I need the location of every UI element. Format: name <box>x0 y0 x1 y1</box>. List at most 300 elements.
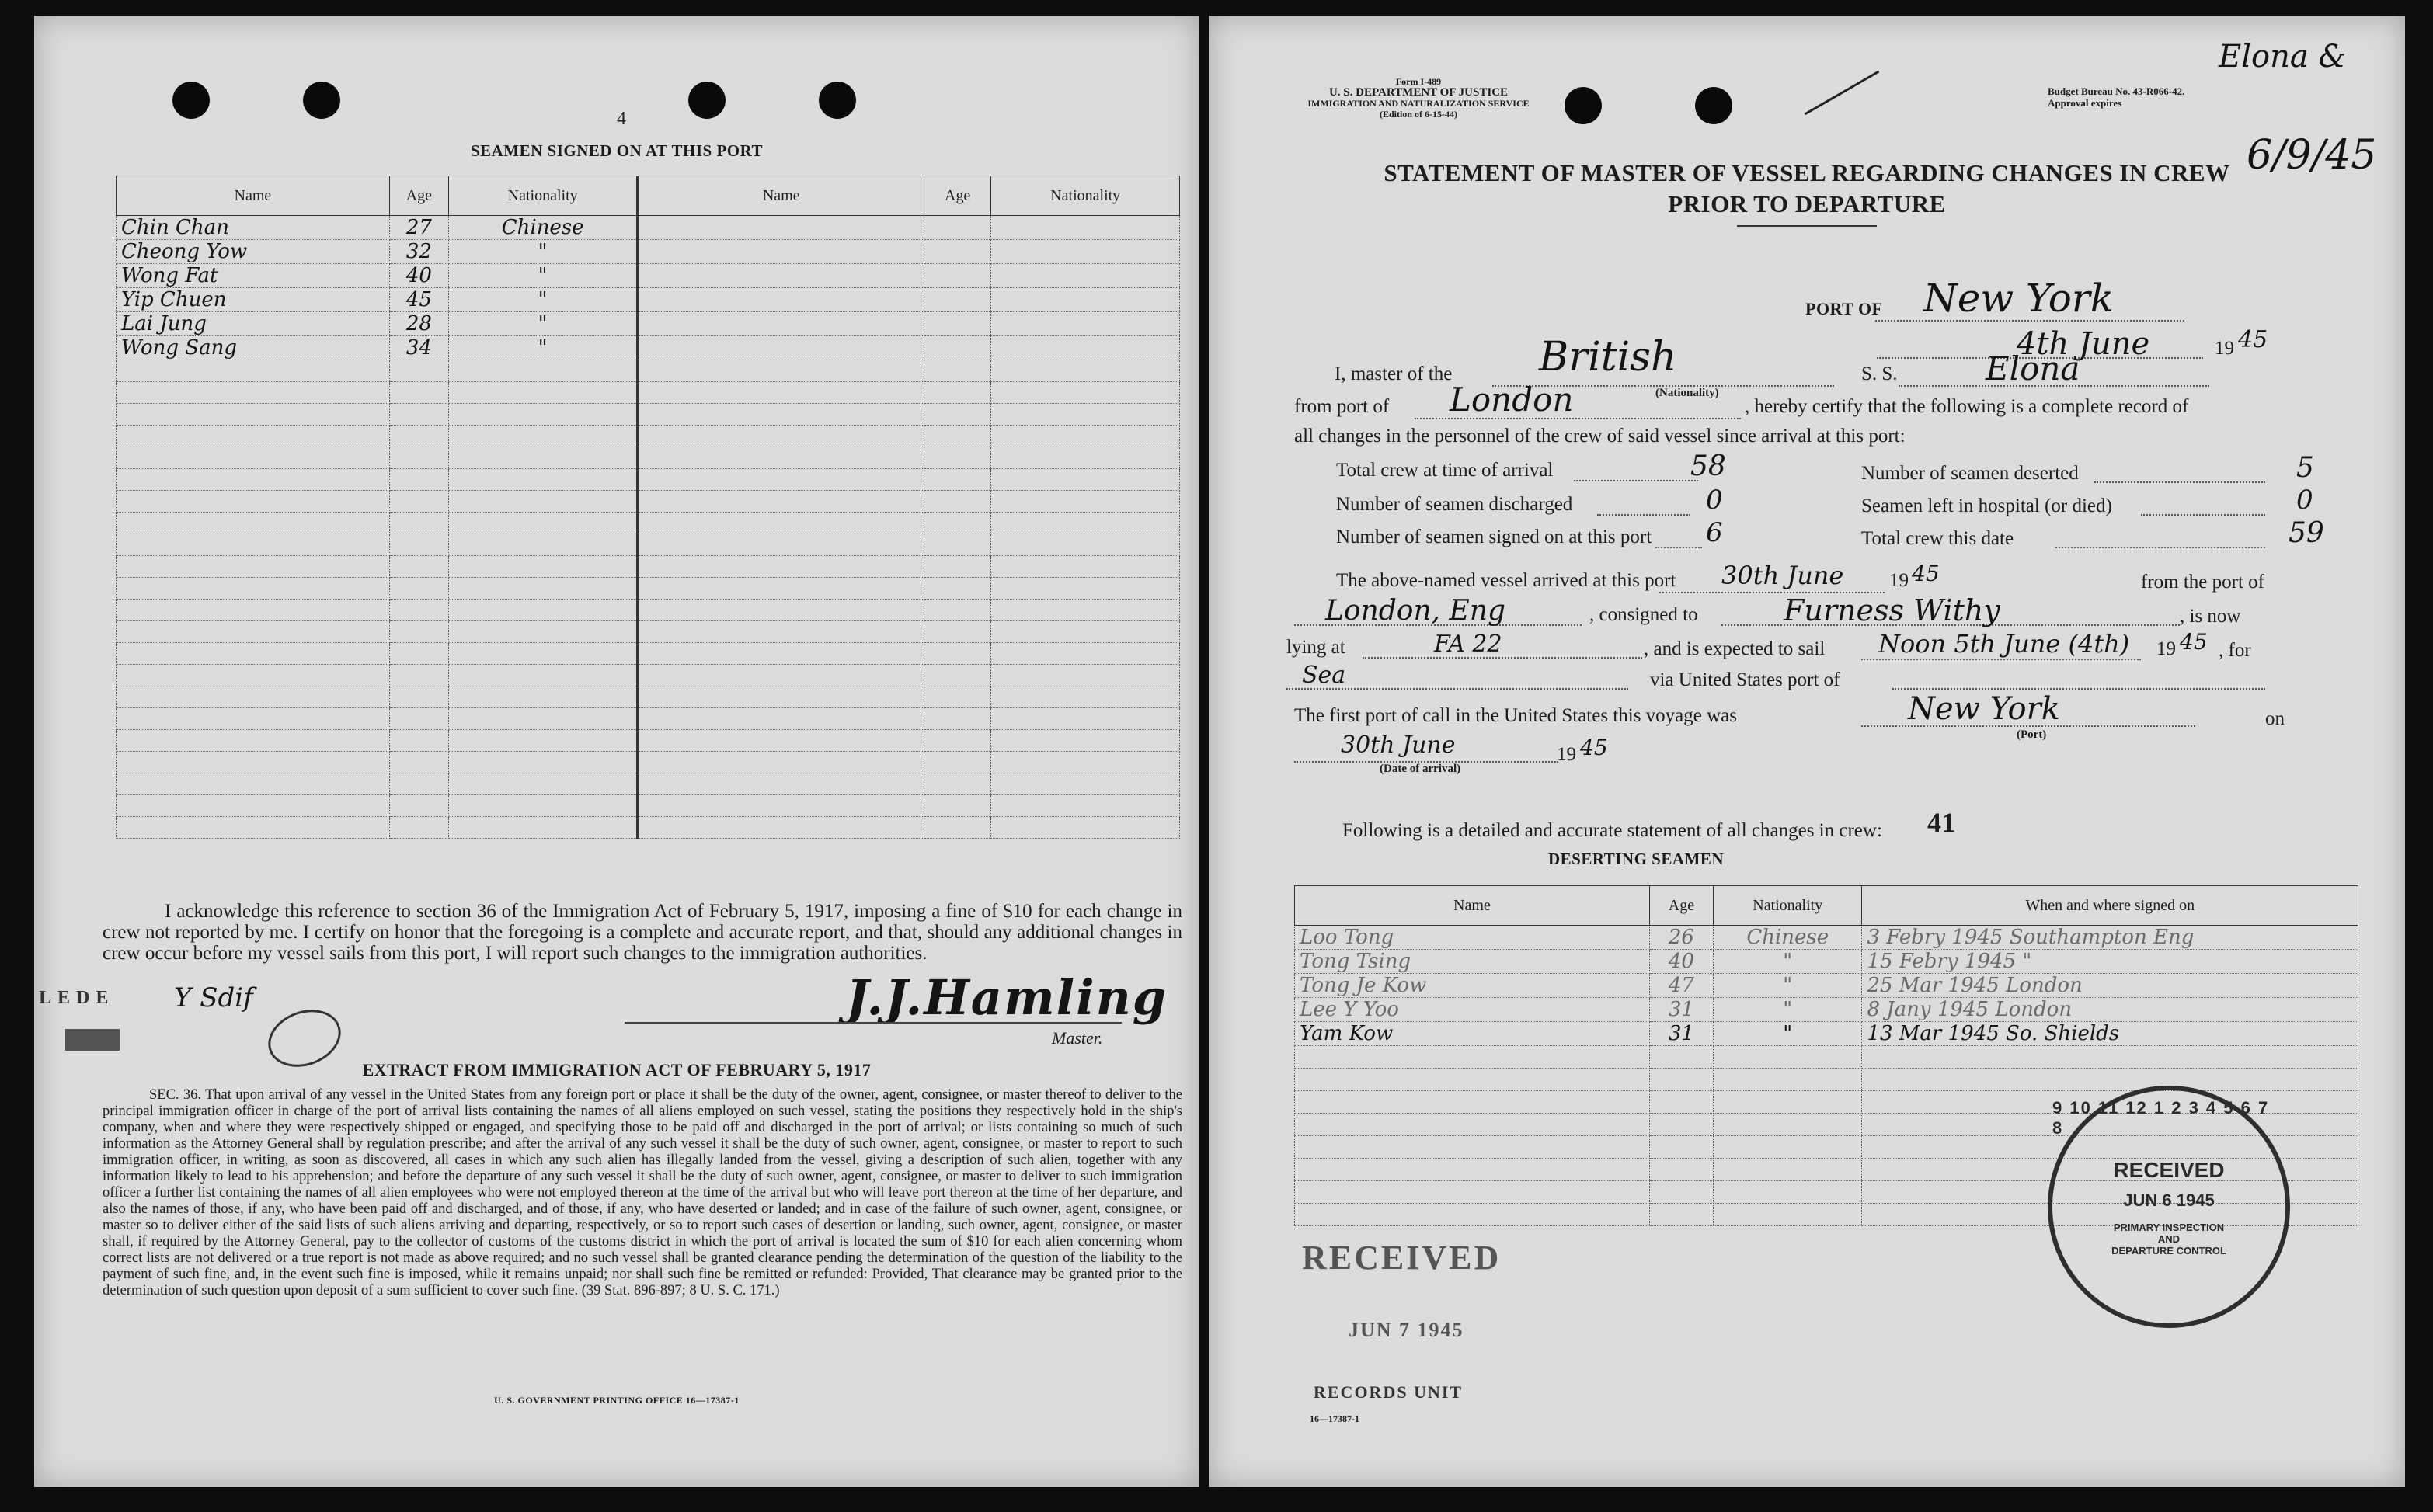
table-cell <box>991 643 1180 665</box>
margin-stamp: LEDE <box>39 988 115 1008</box>
consigned-label: , consigned to <box>1589 604 1698 625</box>
table-cell <box>1295 1091 1650 1114</box>
table-cell <box>638 360 924 382</box>
table-cell <box>1649 1046 1713 1069</box>
stat-dots <box>1597 514 1690 516</box>
table-row <box>117 556 1180 578</box>
year-prefix: 19 <box>2156 638 2176 659</box>
table-cell <box>638 686 924 708</box>
table-cell <box>924 491 990 513</box>
stamp-ring: 9 10 11 12 1 2 3 4 5 6 7 8 <box>2052 1098 2270 1138</box>
col-header-name: Name <box>1295 886 1650 926</box>
budget-number: Budget Bureau No. 43-R066-42. <box>2048 85 2185 97</box>
approval: Approval expires <box>2048 97 2122 109</box>
table-cell <box>924 578 990 600</box>
via-line <box>1892 688 2265 690</box>
table-cell <box>991 426 1180 447</box>
table-row <box>1295 998 2358 1022</box>
arrived-year: 45 <box>1912 561 1940 586</box>
deserter-signed: 13 Mar 1945 So. Shields <box>1862 1022 2358 1046</box>
seaman-age: 40 <box>389 264 448 288</box>
table-cell <box>389 621 448 643</box>
table-cell <box>1714 1136 1862 1159</box>
seaman-name: Wong Sang <box>117 336 390 360</box>
stat-label: Total crew at time of arrival <box>1336 460 1554 481</box>
table-cell <box>924 643 990 665</box>
stamp-received: RECEIVED <box>2113 1157 2225 1182</box>
deserter-signed: 3 Febry 1945 Southampton Eng <box>1862 926 2358 950</box>
seaman-nationality: " <box>448 264 638 288</box>
stat-label: Number of seamen deserted <box>1861 463 2079 484</box>
table-cell <box>991 264 1180 288</box>
from-port-of-label: from the port of <box>2141 572 2264 593</box>
title-line-2: PRIOR TO DEPARTURE <box>1668 190 1946 217</box>
sail-line <box>1861 659 2141 660</box>
table-cell <box>1295 1181 1650 1204</box>
table-cell <box>1649 1181 1713 1204</box>
table-cell <box>638 578 924 600</box>
right-page <box>1209 16 2405 1487</box>
service: IMMIGRATION AND NATURALIZATION SERVICE <box>1307 98 1530 109</box>
table-cell <box>117 773 390 795</box>
table-cell <box>991 312 1180 336</box>
seaman-name: Yip Chuen <box>117 288 390 312</box>
table-row <box>117 600 1180 621</box>
table-cell <box>638 752 924 773</box>
stat-value: 58 <box>1690 450 1726 482</box>
stat-value: 0 <box>2296 485 2313 516</box>
deserter-age: 26 <box>1649 926 1713 950</box>
table-cell <box>638 240 924 264</box>
table-row <box>117 578 1180 600</box>
table-cell <box>1295 1136 1650 1159</box>
table-row <box>117 382 1180 404</box>
stat-dots <box>2141 514 2265 516</box>
table-cell <box>117 708 390 730</box>
seaman-age: 28 <box>389 312 448 336</box>
table-row <box>117 621 1180 643</box>
table-cell <box>389 686 448 708</box>
table-cell <box>991 578 1180 600</box>
following-text: Following is a detailed and accurate statement of all changes in crew: <box>1342 820 1882 841</box>
stat-dots <box>2094 481 2265 483</box>
via-label: via United States port of <box>1650 669 1840 690</box>
table-cell <box>1295 1046 1650 1069</box>
table-cell <box>1714 1159 1862 1181</box>
table-cell <box>638 336 924 360</box>
port-value: New York <box>1923 276 2114 321</box>
table-row <box>117 312 1180 336</box>
table-cell <box>924 730 990 752</box>
expected-label: , and is expected to sail <box>1644 638 1826 659</box>
table-cell <box>117 817 390 839</box>
signed-on-table <box>116 176 1180 839</box>
received-stamp: RECEIVED <box>1302 1239 1502 1277</box>
port-caption: (Port) <box>2017 728 2047 741</box>
table-cell <box>1295 1159 1650 1181</box>
deserter-name: Tong Je Kow <box>1295 974 1650 998</box>
table-cell <box>638 447 924 469</box>
table-cell <box>991 665 1180 686</box>
budget-block <box>2048 85 2184 109</box>
table-cell <box>1649 1091 1713 1114</box>
arrival-date-value: 30th June <box>1341 732 1456 759</box>
table-cell <box>117 447 390 469</box>
table-cell <box>638 491 924 513</box>
table-cell <box>117 686 390 708</box>
stat-label: Seamen left in hospital (or died) <box>1861 495 2112 516</box>
table-row <box>117 404 1180 426</box>
table-cell <box>638 665 924 686</box>
table-row <box>117 817 1180 839</box>
title-line-1: STATEMENT OF MASTER OF VESSEL REGARDING CHANGES IN CREW <box>1384 159 2230 186</box>
table-cell <box>448 404 638 426</box>
table-cell <box>638 730 924 752</box>
left-page <box>34 16 1199 1487</box>
table-cell <box>117 643 390 665</box>
seaman-age: 34 <box>389 336 448 360</box>
table-cell <box>389 469 448 491</box>
table-cell <box>117 360 390 382</box>
table-cell <box>448 360 638 382</box>
table-cell <box>991 360 1180 382</box>
table-cell <box>924 752 990 773</box>
table-cell <box>991 513 1180 534</box>
table-cell <box>117 404 390 426</box>
table-cell <box>991 404 1180 426</box>
deserting-title: DESERTING SEAMEN <box>1547 850 1725 868</box>
stat-value: 59 <box>2289 517 2324 549</box>
table-cell <box>638 264 924 288</box>
seaman-name: Wong Fat <box>117 264 390 288</box>
punch-hole <box>303 82 340 119</box>
is-now-label: , is now <box>2180 606 2241 627</box>
table-cell <box>389 643 448 665</box>
table-cell <box>924 312 990 336</box>
table-cell <box>924 360 990 382</box>
arrived-label: The above-named vessel arrived at this port <box>1336 570 1676 591</box>
table-cell <box>1649 1159 1713 1181</box>
stat-value: 5 <box>2296 452 2314 484</box>
table-cell <box>389 665 448 686</box>
table-cell <box>924 513 990 534</box>
destination-value: Sea <box>1302 662 1346 689</box>
table-cell <box>638 643 924 665</box>
table-cell <box>924 665 990 686</box>
table-cell <box>117 621 390 643</box>
table-row <box>117 752 1180 773</box>
table-cell <box>1714 1204 1862 1226</box>
table-row <box>117 360 1180 382</box>
table-row <box>1295 1046 2358 1069</box>
deserter-name: Yam Kow <box>1295 1022 1650 1046</box>
port-label: PORT OF <box>1805 299 1883 318</box>
deserter-signed: 8 Jany 1945 London <box>1862 998 2358 1022</box>
seaman-age: 45 <box>389 288 448 312</box>
sail-year: 45 <box>2180 629 2208 655</box>
table-cell <box>1714 1114 1862 1136</box>
table-cell <box>991 534 1180 556</box>
table-cell <box>924 240 990 264</box>
table-cell <box>1649 1069 1713 1091</box>
margin-handwriting: Y Sdif <box>174 982 253 1013</box>
table-cell <box>991 686 1180 708</box>
col-header-name: Name <box>638 176 924 216</box>
table-cell <box>117 556 390 578</box>
table-cell <box>117 578 390 600</box>
col-header-signed-on: When and where signed on <box>1862 886 2358 926</box>
table-cell <box>389 730 448 752</box>
arrived-value: 30th June <box>1721 561 1844 590</box>
table-cell <box>117 795 390 817</box>
table-cell <box>638 312 924 336</box>
from-port-label: from port of <box>1294 396 1390 417</box>
table-cell <box>389 404 448 426</box>
table-row <box>117 665 1180 686</box>
table-cell <box>117 513 390 534</box>
table-cell <box>638 534 924 556</box>
all-changes-text: all changes in the personnel of the crew of said vessel since arrival at this port: <box>1294 426 1906 447</box>
seaman-nationality: Chinese <box>448 216 638 240</box>
edition: (Edition of 6-15-44) <box>1380 109 1457 120</box>
stat-dots <box>1574 480 1698 481</box>
table-cell <box>638 513 924 534</box>
table-cell <box>389 426 448 447</box>
table-cell <box>924 264 990 288</box>
table-cell <box>924 600 990 621</box>
table-cell <box>924 336 990 360</box>
table-cell <box>991 600 1180 621</box>
table-cell <box>389 817 448 839</box>
punch-hole <box>1565 87 1602 124</box>
stamp-line-2: AND <box>2157 1232 2181 1245</box>
table-cell <box>448 556 638 578</box>
table-cell <box>448 795 638 817</box>
table-row <box>1295 1022 2358 1046</box>
arrival-date-caption: (Date of arrival) <box>1380 763 1461 775</box>
seaman-name: Lai Jung <box>117 312 390 336</box>
deserter-nationality: " <box>1714 950 1862 974</box>
table-cell <box>991 752 1180 773</box>
table-cell <box>638 382 924 404</box>
table-cell <box>389 600 448 621</box>
department: U. S. DEPARTMENT OF JUSTICE <box>1328 86 1509 99</box>
from-port-value: London <box>1450 381 1574 419</box>
table-cell <box>924 817 990 839</box>
table-cell <box>924 773 990 795</box>
nationality-value: British <box>1539 334 1677 381</box>
col-header-age: Age <box>924 176 990 216</box>
stat-value: 6 <box>1706 517 1723 548</box>
table-cell <box>117 730 390 752</box>
table-cell <box>1649 1136 1713 1159</box>
table-row <box>117 288 1180 312</box>
check-mark <box>1805 71 1880 116</box>
table-cell <box>389 708 448 730</box>
year-value: 45 <box>2238 326 2268 353</box>
table-cell <box>448 513 638 534</box>
table-cell <box>924 686 990 708</box>
table-row <box>117 491 1180 513</box>
table-cell <box>924 288 990 312</box>
table-cell <box>1295 1114 1650 1136</box>
stamp-number: 41 <box>1927 807 1956 838</box>
table-cell <box>638 404 924 426</box>
table-cell <box>1295 1204 1650 1226</box>
table-cell <box>448 426 638 447</box>
seaman-age: 32 <box>389 240 448 264</box>
table-row <box>117 336 1180 360</box>
table-cell <box>117 752 390 773</box>
seaman-nationality: " <box>448 336 638 360</box>
stamp-date: JUN 6 1945 <box>2123 1190 2215 1210</box>
table-cell <box>117 600 390 621</box>
table-cell <box>638 426 924 447</box>
table-cell <box>448 665 638 686</box>
table-cell <box>448 600 638 621</box>
table-cell <box>448 686 638 708</box>
table-row <box>1295 950 2358 974</box>
table-row <box>117 686 1180 708</box>
table-cell <box>1295 1069 1650 1091</box>
table-row <box>1295 926 2358 950</box>
form-title <box>1209 159 2405 218</box>
table-cell <box>117 382 390 404</box>
table-row <box>117 773 1180 795</box>
year-prefix: 19 <box>1557 744 1576 765</box>
extract-text: SEC. 36. That upon arrival of any vessel in the United States from any foreign port or place it shall be the duty of the owner, agent, consignee, or master thereof to deliver to the principal immigration officer in charge of the port of arrival lists containing the names of all aliens employed on such vessel, stating the positions they respectively hold in the ship's company, when and where they were respectively shipped or engaged, and specifying those to be paid off and discharged in the port of arrival; or lists containing so much of such information as the Attorney General shall by regulation prescribe; and after the arrival of any such vessel it shall be the duty of such owner, agent, consignee, or master to report to such immigration officer, in writing, as soon as discovered, all cases in which any such alien has illegally landed from the vessel, giving a description of such alien, together with any information likely to lead to his apprehension; and before the departure of any such vessel it shall be the duty of such owner, agent, consignee, or master to deliver to such immigration officer a further list containing the names of all alien employees who were not employed thereon at the time of the arrival but who will leave port thereon at the time of her departure, and also the names of those, if any, who have been paid off and discharged, and of those, if any, who have deserted or landed; and in case of the failure of such owner, agent, consignee, or master so to deliver either of the said lists of such aliens arriving and departing, respectively, or so to report such cases of desertion or landing, such owner, agent, consignee, or master shall, if required by the Attorney General, pay to the collector of customs of the customs district in which the port of arrival is located the sum of $10 for each alien concerning whom correct lists are not delivered or a true report is not made as above required; and no such vessel shall be granted clearance pending the determination of the question of the liability to the payment of such fine, and, in the event such fine is imposed, while it remains unpaid; nor shall such fine be remitted or refunded: Provided, That clearance may be granted prior to the determination of such question upon deposit of a sum sufficient to cover such fine. (39 Stat. 896-897; 8 U. S. C. 171.) <box>103 1087 1182 1298</box>
table-cell <box>991 556 1180 578</box>
for-label: , for <box>2219 640 2251 661</box>
table-cell <box>924 469 990 491</box>
stamp-line-3: DEPARTURE CONTROL <box>2111 1244 2226 1257</box>
stat-label: Number of seamen signed on at this port <box>1336 527 1652 547</box>
stat-label: Number of seamen discharged <box>1336 494 1573 515</box>
table-cell <box>991 795 1180 817</box>
table-cell <box>924 708 990 730</box>
table-cell <box>389 556 448 578</box>
punch-hole <box>172 82 210 119</box>
table-row <box>117 426 1180 447</box>
extract-title: EXTRACT FROM IMMIGRATION ACT OF FEBRUARY 5, 1917 <box>362 1060 872 1079</box>
table-cell <box>389 534 448 556</box>
stat-dots <box>2055 547 2265 548</box>
table-cell <box>389 360 448 382</box>
deserter-nationality: " <box>1714 1022 1862 1046</box>
table-cell <box>389 513 448 534</box>
col-header-nationality: Nationality <box>991 176 1180 216</box>
stat-label: Total crew this date <box>1861 528 2014 549</box>
lying-value: FA 22 <box>1434 631 1502 658</box>
table-cell <box>924 382 990 404</box>
seaman-name: Cheong Yow <box>117 240 390 264</box>
table-cell <box>924 795 990 817</box>
corner-handwriting: Elona & <box>2219 39 2347 75</box>
deserter-age: 31 <box>1649 1022 1713 1046</box>
table-cell <box>991 447 1180 469</box>
date-value: 4th June <box>2017 326 2150 362</box>
year-prefix: 19 <box>2215 338 2234 359</box>
title-rule <box>1737 225 1877 227</box>
received-date: JUN 7 1945 <box>1349 1319 1464 1341</box>
arrival-year: 45 <box>1580 735 1608 760</box>
table-row <box>1295 974 2358 998</box>
stat-value: 0 <box>1706 485 1723 516</box>
nationality-caption: (Nationality) <box>1655 387 1719 399</box>
table-cell <box>638 556 924 578</box>
table-cell <box>389 382 448 404</box>
table-cell <box>1714 1181 1862 1204</box>
col-header-age: Age <box>1649 886 1713 926</box>
table-cell <box>1862 1046 2358 1069</box>
table-cell <box>389 578 448 600</box>
table-cell <box>638 708 924 730</box>
table-cell <box>638 600 924 621</box>
table-cell <box>924 216 990 240</box>
table-cell <box>1714 1046 1862 1069</box>
table-cell <box>448 578 638 600</box>
table-cell <box>638 469 924 491</box>
table-cell <box>1862 1069 2358 1091</box>
stamp-line-1: PRIMARY INSPECTION <box>2113 1221 2225 1233</box>
ss-value: Elona <box>1986 349 2080 388</box>
table-cell <box>448 752 638 773</box>
table-cell <box>117 665 390 686</box>
table-cell <box>924 447 990 469</box>
deserter-name: Loo Tong <box>1295 926 1650 950</box>
table-cell <box>389 752 448 773</box>
table-cell <box>991 730 1180 752</box>
table-cell <box>991 708 1180 730</box>
records-unit: RECORDS UNIT <box>1314 1382 1464 1402</box>
table-cell <box>991 491 1180 513</box>
table-cell <box>389 773 448 795</box>
table-cell <box>991 240 1180 264</box>
ss-label: S. S. <box>1861 363 1898 384</box>
deserter-age: 40 <box>1649 950 1713 974</box>
table-cell <box>448 643 638 665</box>
table-cell <box>117 491 390 513</box>
table-row <box>117 469 1180 491</box>
table-cell <box>638 817 924 839</box>
table-row <box>117 240 1180 264</box>
table-cell <box>638 773 924 795</box>
consigned-value: Furness Withy <box>1784 593 2000 627</box>
table-cell <box>924 621 990 643</box>
table-row <box>117 264 1180 288</box>
seaman-nationality: " <box>448 240 638 264</box>
col-header-nationality: Nationality <box>1714 886 1862 926</box>
table-cell <box>924 404 990 426</box>
table-cell <box>448 773 638 795</box>
table-cell <box>448 621 638 643</box>
table-cell <box>448 469 638 491</box>
table-row <box>117 534 1180 556</box>
deserter-name: Tong Tsing <box>1295 950 1650 974</box>
deserter-age: 31 <box>1649 998 1713 1022</box>
table-row <box>117 513 1180 534</box>
table-row <box>117 643 1180 665</box>
punch-hole <box>1695 87 1732 124</box>
table-cell <box>924 534 990 556</box>
year-prefix: 19 <box>1889 570 1909 591</box>
table-cell <box>638 621 924 643</box>
table-cell <box>924 426 990 447</box>
master-of-label: I, master of the <box>1335 363 1453 384</box>
sail-value: Noon 5th June (4th) <box>1878 629 2130 659</box>
table-cell <box>448 817 638 839</box>
table-cell <box>991 216 1180 240</box>
